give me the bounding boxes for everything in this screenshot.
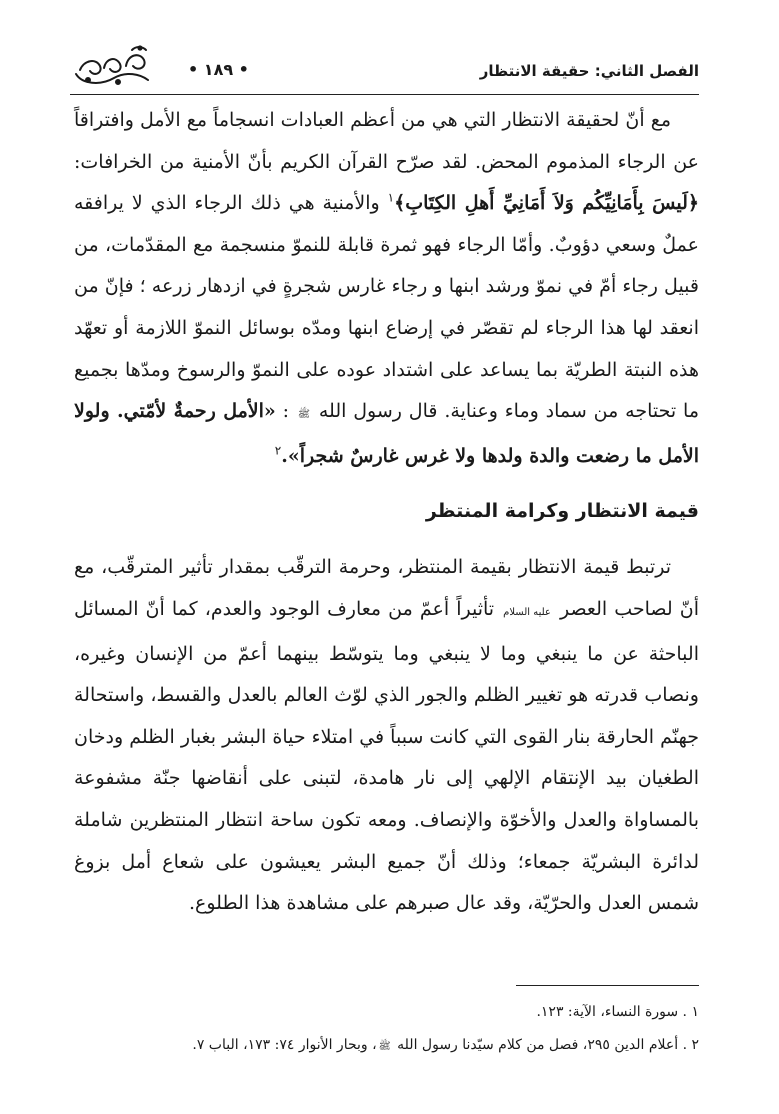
paragraph-1-text-c: : — [275, 400, 296, 423]
quran-verse: ﴿لَيسَ بِأَمَانِيِّكُم وَلاَ أَمَانِيِّ أَهلِ الكِتَابِ﴾ — [394, 192, 700, 215]
chapter-title: الفصل الثاني: حقيقة الانتظار — [479, 62, 699, 80]
page-number: • ١٨٩ • — [188, 60, 249, 79]
salawat-symbol: ﷺ — [297, 409, 310, 421]
footnotes — [74, 996, 699, 1063]
footnote-2-text-a: ٢ . أعلام الدين ٢٩٥، فصل من كلام سيّدنا رسول الله — [392, 1037, 699, 1053]
page-header — [70, 44, 699, 94]
footnote-rule — [516, 985, 699, 986]
footnote-2 — [74, 1029, 699, 1063]
paragraph-1 — [74, 100, 699, 477]
paragraph-2 — [74, 547, 699, 924]
footnote-2-text-b: ، وبحار الأنوار ٧٤: ١٧٣، الباب ٧. — [192, 1037, 377, 1053]
footnote-ref-2: ٢ — [274, 443, 282, 458]
footnote-ref-1: ١ — [387, 190, 395, 205]
footnote-1: ١ . سورة النساء، الآية: ١٢٣. — [536, 1004, 699, 1020]
footnote-salawat-symbol: ﷺ — [378, 1041, 391, 1052]
paragraph-2-text-a: ترتبط قيمة الانتظار بقيمة المنتظر، وحرمة الترقّب بمقدار تأثير المترقّب، مع أنّ لصاحب العصر — [74, 556, 699, 620]
salawat-symbol-2: عليه السلام — [503, 606, 551, 618]
page-content — [74, 100, 699, 925]
paragraph-2-text-b: تأثيراً أعمّ من معارف الوجود والعدم، كما أنّ المسائل الباحثة عن ما ينبغي وما لا ينبغي وما يتوسّط بينهما أعمّ من الإنسان وغيره، ونصاب قدرته هو تغيير الظلم والجور الذي لوّث العالم بالعدل والقسط، واستحالة جهنّم الحارقة بنار القوى التي كانت سبباً في امتلاء حياة البشر بغبار الظلم ودخان الطغيان بيد الإنتقام الإلهي إلى نار هامدة، لتبنى على أنقاضها جنّة مشفوعة بالمساواة والعدل والأخوّة والإنصاف. ومعه تكون ساحة انتظار المنتظرين شاملة لدائرة البشريّة جمعاء؛ وذلك أنّ جميع البشر يعيشون على شعاع أمل بزوغ شمس العدل والحرّيّة، وقد عال صبرهم على مشاهدة هذا الطلوع. — [74, 597, 699, 915]
hadith-quote: «الأمل رحمةٌ لأمّتي. ولولا الأمل ما رضعت والدة ولدها ولا غرس غارسٌ شجراً». — [74, 400, 699, 467]
header-rule — [70, 94, 699, 95]
calligraphy-ornament-icon — [70, 44, 154, 88]
section-heading: قيمة الانتظار وكرامة المنتظر — [425, 500, 699, 523]
paragraph-1-text-b: والأمنية هي ذلك الرجاء الذي لا يرافقه عملٌ وسعي دؤوبٌ. وأمّا الرجاء فهو ثمرة قابلة للنموّ منسجمة مع المقدّمات، من قبيل رجاء أمّ في نموّ ورشد ابنها و رجاء غارس شجرةٍ في ازدهار زرعه ؛ فإنّ من انعقد لها هذا الرجاء لم تقصّر في إرضاع ابنها ومدّه بوسائل النموّ اللازمة أو تعهّد هذه النبتة الطريّة بما يساعد على اشتداد عوده على النموّ والرسوخ ومدّها بجميع ما تحتاجه من سماد وماء وعناية. قال رسول الله — [74, 192, 700, 423]
paragraph-1-text-a: مع أنّ لحقيقة الانتظار التي هي من أعظم العبادات انسجاماً مع الأمل وافتراقاً عن الرجاء المذموم المحض. لقد صرّح القرآن الكريم بأنّ الأمنية من الخرافات: — [74, 109, 699, 173]
